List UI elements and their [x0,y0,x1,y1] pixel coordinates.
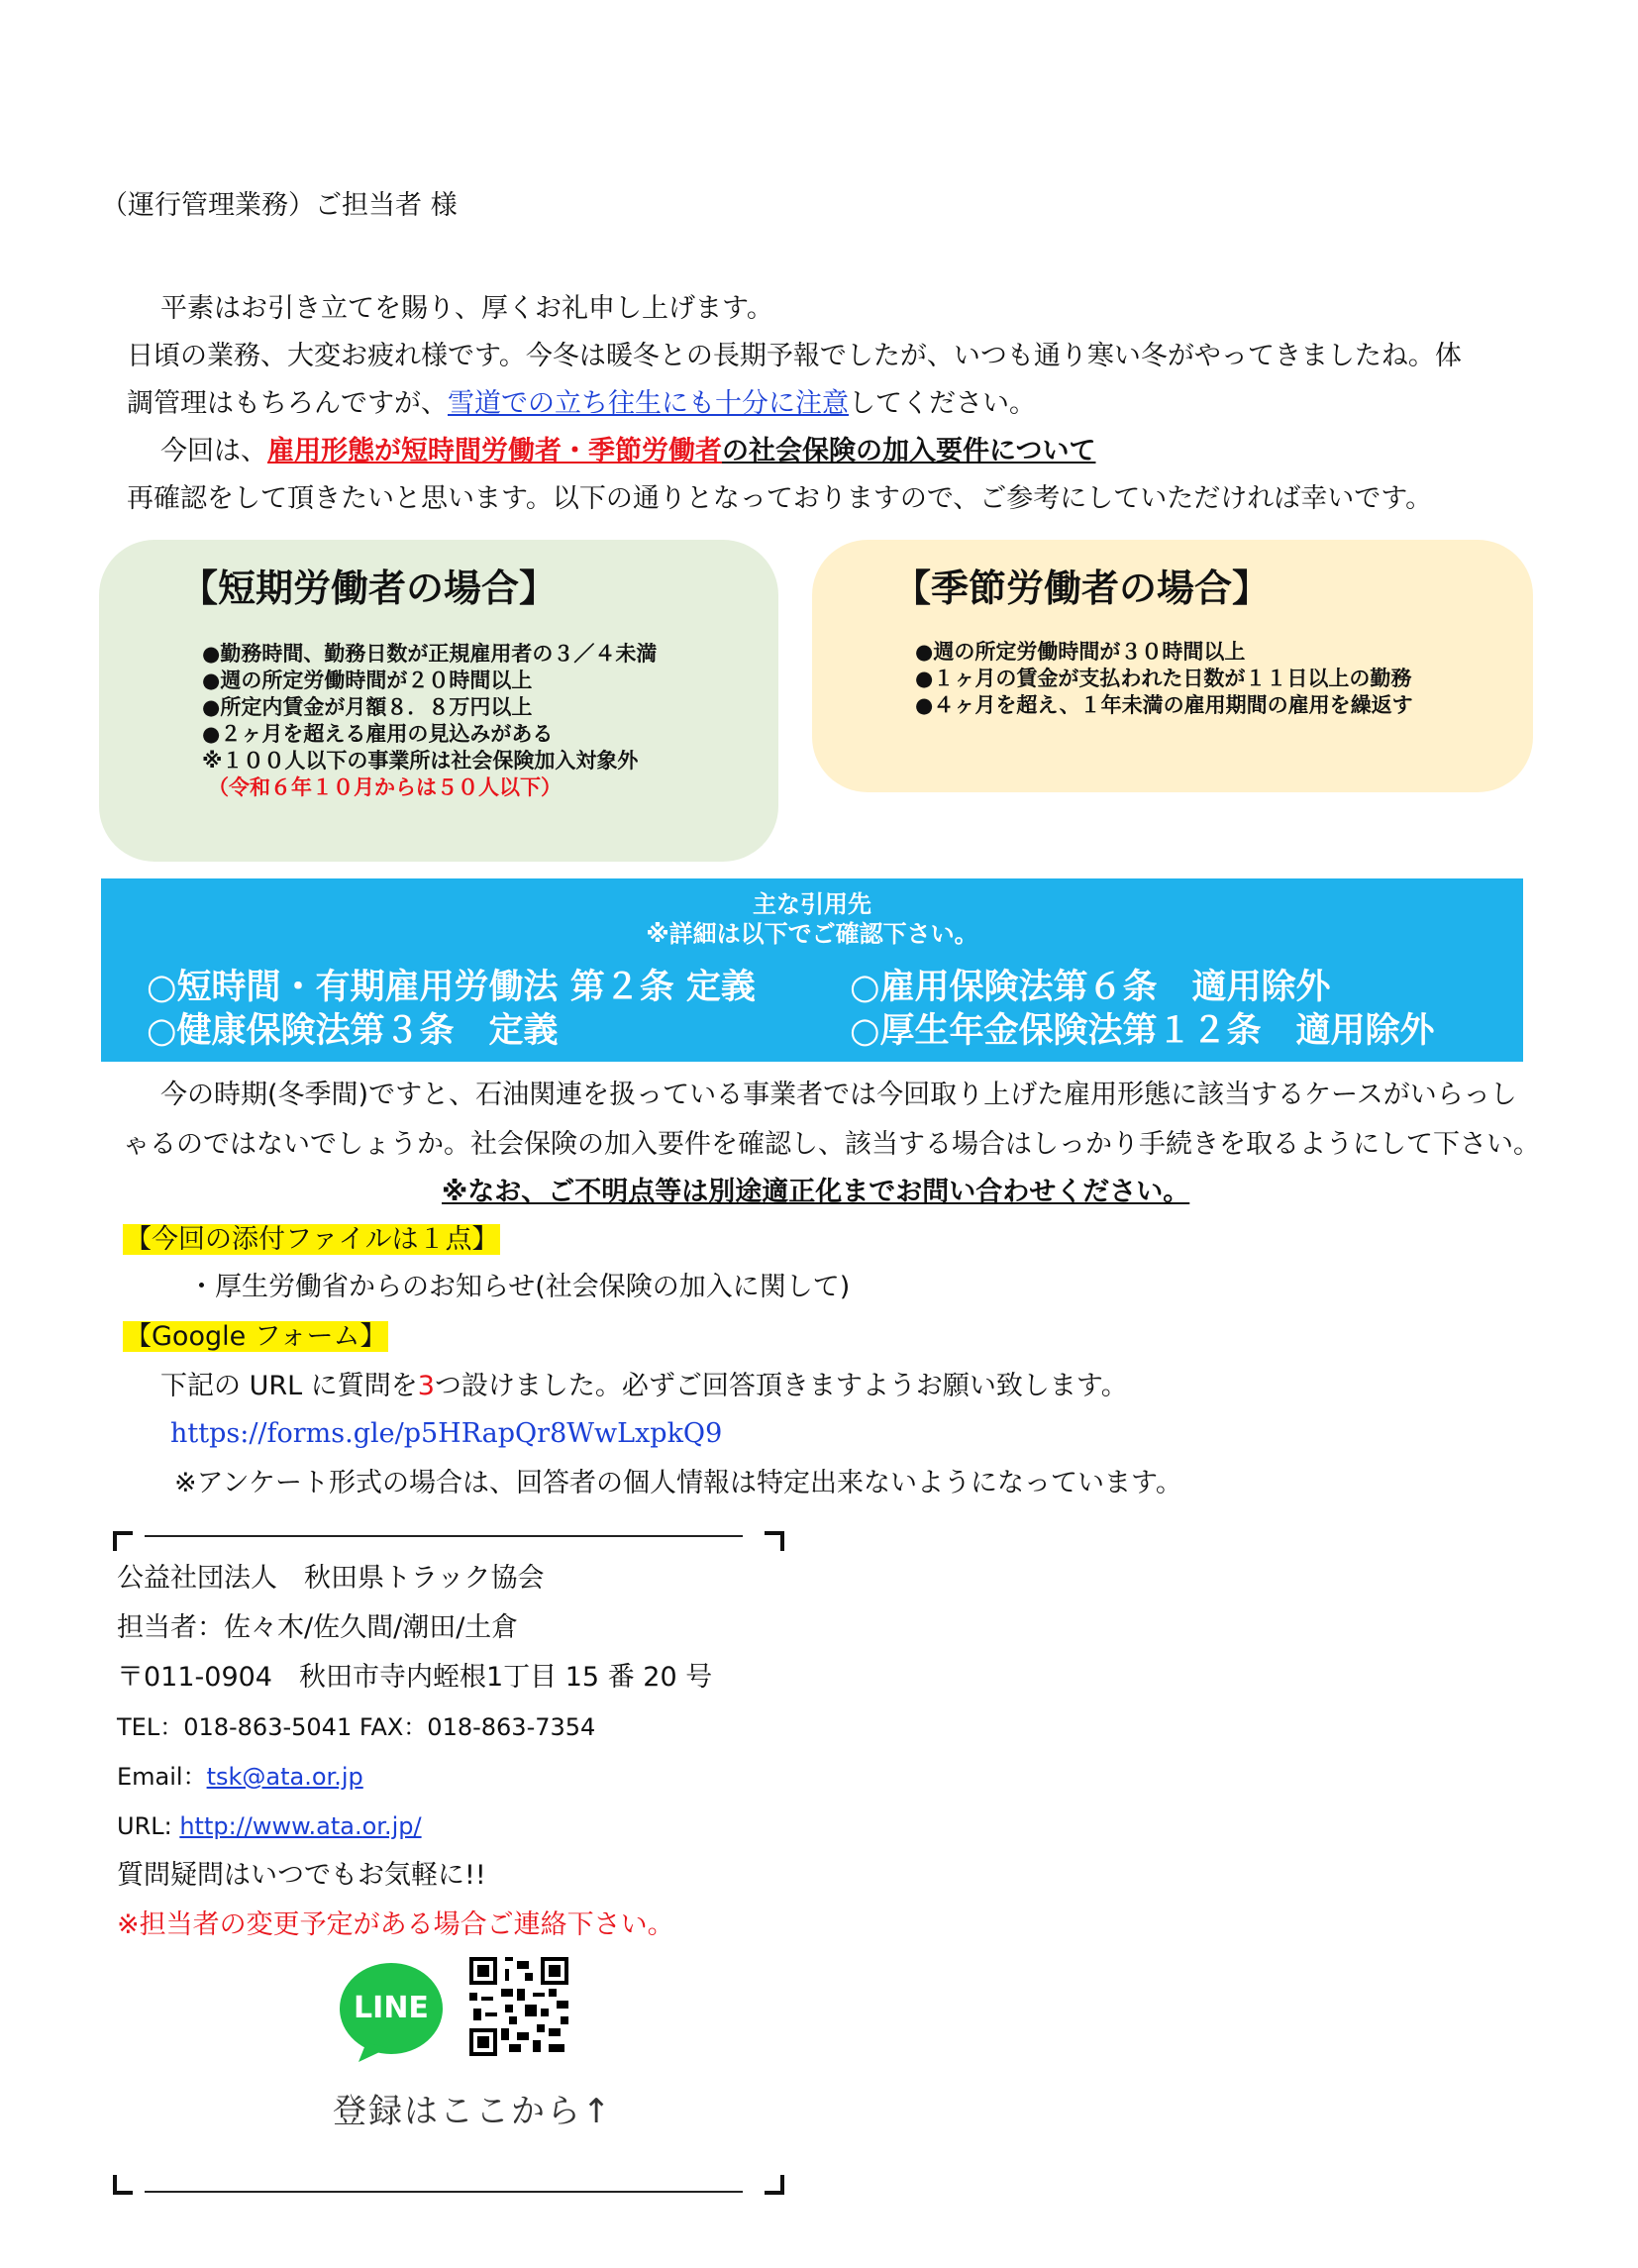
paragraph-2 [160,432,1095,471]
qr-code-icon[interactable] [469,1957,568,2056]
contact-org: 公益社団法人 秋田県トラック協会 [117,1563,545,1594]
short-term-item: ●週の所定労働時間が２０時間以上 [202,669,533,692]
reference-item: ○雇用保険法第６条 適用除外 [850,968,1331,1007]
url-label: URL: [117,1812,180,1840]
seasonal-item: ●４ヶ月を超え、１年未満の雇用期間の雇用を繰返す [915,693,1413,717]
reference-item: ○厚生年金保険法第１２条 適用除外 [850,1011,1435,1051]
email-label: Email： [117,1763,207,1791]
references-band [101,878,1523,1062]
paragraph-1-line-1: 日頃の業務、大変お疲れ様です。今冬は暖冬との長期予報でしたが、いつも通り寒い冬がやってきましたね。体 [127,341,1462,371]
form-desc-post: つ設けました。必ずご回答頂きますようお願い致します。 [434,1371,1128,1401]
frame-corner-bottom-right [765,2175,784,2195]
form-description [160,1367,1128,1406]
seasonal-item: ●週の所定労働時間が３０時間以上 [915,640,1246,664]
contact-tel-fax: TEL：018-863-5041 FAX：018-863-7354 [117,1713,596,1741]
seasonal-item: ●１ヶ月の賃金が支払われた日数が１１日以上の勤務 [915,667,1412,690]
short-term-note: （令和６年１０月からは５０人以下） [208,775,562,799]
attachment-label-text: 【今回の添付ファイルは１点】 [125,1224,499,1255]
after-line-1: 今の時期(冬季間)ですと、石油関連を扱っている事業者では今回取り上げた雇用形態に該当するケースがいらっし [160,1080,1517,1110]
short-term-card-title: 【短期労働者の場合】 [180,567,558,610]
contact-staff: 担当者：佐々木/佐久間/潮田/土倉 [117,1612,519,1643]
form-note: ※アンケート形式の場合は、回答者の個人情報は特定出来ないようになっています。 [174,1468,1182,1498]
website-link[interactable]: http://www.ata.or.jp/ [179,1812,422,1840]
frame-corner-top-right [765,1531,784,1551]
inquiry-notice: ※なお、ご不明点等は別途適正化までお問い合わせください。 [442,1177,1190,1207]
form-label-text: 【Google フォーム】 [125,1321,387,1352]
frame-corner-top-left [113,1531,133,1551]
short-term-item: ●勤務時間、勤務日数が正規雇用者の３／４未満 [202,642,658,666]
p2-pre: 今回は、 [160,436,267,466]
frame-bottom-rule [145,2191,743,2193]
frame-corner-bottom-left [113,2175,133,2195]
short-term-card-list [202,641,657,801]
attachment-item: ・厚生労働省からのお知らせ(社会保険の加入に関して) [188,1272,851,1302]
line-register-text: 登録はここから↑ [333,2092,613,2131]
short-term-card [99,540,778,862]
email-link[interactable]: tsk@ata.or.jp [206,1763,363,1791]
seasonal-card-title: 【季節労働者の場合】 [893,567,1271,610]
contact-address: 〒011-0904 秋田市寺内蛭根1丁目 15 番 20 号 [117,1662,713,1693]
p1-line2-pre: 調管理はもちろんですが、 [127,388,448,419]
contact-change-notice: ※担当者の変更予定がある場合ご連絡下さい。 [117,1909,674,1940]
paragraph-3: 再確認をして頂きたいと思います。以下の通りとなっておりますので、ご参考にしていただければ幸いです。 [127,483,1433,514]
contact-email [117,1757,363,1797]
form-question-count: 3 [417,1371,435,1401]
snow-road-caution-link[interactable]: 雪道での立ち往生にも十分に注意 [448,388,849,419]
form-desc-pre: 下記の URL に質問を [160,1371,418,1401]
paragraph-1-line-2 [127,384,1036,424]
form-label [123,1317,388,1357]
reference-item: ○短時間・有期雇用労働法 第２条 定義 [147,968,756,1007]
short-term-item: ●２ヶ月を超える雇用の見込みがある [202,722,554,746]
seasonal-card [812,540,1533,792]
short-term-item: ※１００人以下の事業所は社会保険加入対象外 [202,749,639,773]
reference-item: ○健康保険法第３条 定義 [147,1011,559,1051]
p2-employment-type: 雇用形態が短時間労働者・季節労働者 [267,436,722,466]
contact-casual: 質問疑問はいつでもお気軽に!! [117,1860,486,1891]
seasonal-card-list [915,639,1413,719]
attachment-label [123,1220,500,1260]
p1-line2-post: してください。 [849,388,1036,419]
greeting: 平素はお引き立てを賜り、厚くお礼申し上げます。 [160,293,773,324]
frame-top-rule [145,1535,743,1537]
references-sub: ※詳細は以下でご確認下さい。 [646,920,978,948]
p2-insurance-requirements: の社会保険の加入要件について [722,436,1096,466]
addressee: （運行管理業務）ご担当者 様 [101,190,458,221]
line-logo-text: LINE [354,1991,429,2025]
short-term-item: ●所定内賃金が月額８．８万円以上 [202,695,533,719]
after-line-2: ゃるのではないでしょうか。社会保険の加入要件を確認し、該当する場合はしっかり手続きを取るようにして下さい。 [123,1129,1540,1160]
line-logo-icon[interactable] [337,1957,446,2066]
contact-url [117,1806,422,1846]
form-url[interactable]: https://forms.gle/p5HRapQr8WwLxpkQ9 [170,1418,723,1449]
references-heading: 主な引用先 [753,890,871,918]
